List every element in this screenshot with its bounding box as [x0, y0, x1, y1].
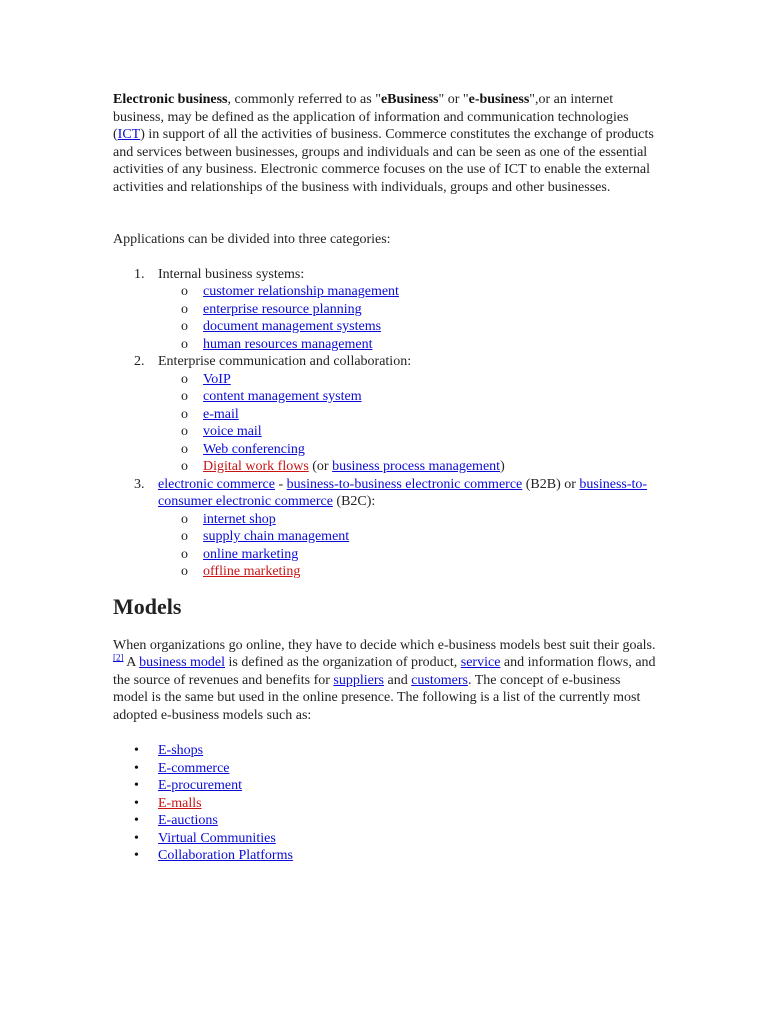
category-enterprise-communication: Enterprise communication and collaboration: o VoIP o content management system o e-mail o voice mail o Web conferencing o Digital work flows (or business process management) [158, 353, 658, 476]
virtual-communities-link[interactable]: Virtual Communities [158, 830, 276, 846]
list-item [158, 847, 658, 865]
category-electronic-commerce: electronic commerce - business-to-business electronic commerce (B2B) or business-to-consumer electronic commerce (B2C): o internet shop o supply chain management o online marketing o offline marketing [158, 476, 658, 581]
e-commerce-link[interactable]: E-commerce [158, 760, 230, 776]
e-shops-link[interactable]: E-shops [158, 743, 204, 758]
ict-link[interactable]: ICT [117, 127, 141, 142]
document-management-link[interactable]: document management systems [203, 319, 382, 334]
reference-link[interactable]: [2] [113, 652, 124, 663]
list-item [158, 830, 658, 848]
crm-link[interactable]: customer relationship management [203, 284, 399, 299]
suppliers-link[interactable]: suppliers [333, 672, 384, 688]
web-conferencing-link[interactable]: Web conferencing [203, 441, 305, 457]
internet-shop-link[interactable]: internet shop [203, 511, 276, 527]
supply-chain-link[interactable]: supply chain management [203, 529, 350, 544]
bpm-link[interactable]: business process management [332, 459, 501, 474]
online-marketing-link[interactable]: online marketing [203, 546, 299, 562]
service-link[interactable]: service [460, 655, 501, 670]
list-item [203, 371, 658, 389]
list-item: o Digital work flows (or business process management) [203, 458, 658, 476]
cms-link[interactable]: content management system [203, 389, 362, 404]
list-item [203, 318, 658, 336]
list-item [203, 528, 658, 546]
term-electronic-business: Electronic business [113, 92, 228, 107]
e-auctions-link[interactable]: E-auctions [158, 813, 218, 828]
list-item [203, 406, 658, 424]
list-item [158, 777, 658, 795]
internal-systems-sublist [158, 283, 658, 353]
list-item [158, 812, 658, 830]
collaboration-platforms-link[interactable]: Collaboration Platforms [158, 848, 293, 863]
digital-work-flows-link[interactable]: Digital work flows [203, 459, 309, 474]
list-item [203, 283, 658, 301]
b2c-link[interactable]: business-to-consumer electronic commerce [158, 476, 648, 509]
intro-paragraph: Electronic business, commonly referred to as "eBusiness" or "e-business",or an internet business, may be defined as the application of information and communication technologies (ICT) in support of all the activities of business. Commerce constitutes the exchange of products and services between businesses, groups and individuals and can be seen as one of the essential activities of any business. Electronic commerce focuses on the use of ICT to enable the external activities and relationships of the business with individuals, groups and other businesses. [113, 92, 654, 195]
list-item [203, 423, 658, 441]
list-item [158, 760, 658, 778]
applications-list [113, 266, 658, 581]
ecommerce-sublist [158, 511, 658, 581]
business-model-link[interactable]: business model [139, 655, 226, 670]
list-item [203, 301, 658, 319]
list-item [203, 336, 658, 354]
b2b-link[interactable]: business-to-business electronic commerce [286, 476, 523, 492]
communication-sublist [158, 371, 658, 476]
models-heading: Models [113, 593, 182, 619]
erp-link[interactable]: enterprise resource planning [203, 301, 362, 317]
list-item [203, 441, 658, 459]
list-item [158, 742, 658, 760]
e-malls-link[interactable]: E-malls [158, 795, 202, 811]
voice-mail-link[interactable]: voice mail [203, 424, 262, 439]
list-item [203, 511, 658, 529]
term-e-business: e-business [468, 92, 530, 107]
voip-link[interactable]: VoIP [203, 371, 231, 387]
list-item [203, 546, 658, 564]
term-ebusiness: eBusiness [380, 92, 439, 107]
hr-management-link[interactable]: human resources management [203, 336, 373, 352]
models-list [113, 742, 658, 865]
list-item [203, 388, 658, 406]
models-paragraph: When organizations go online, they have to decide which e-business models best suit their goals.[2] A business model is defined as the organization of product, service and information flows, and the source of revenues and benefits for suppliers and customers. The concept of e-business model is the same but used in the online presence. The following is a list of the currently most adopted e-business models such as: [113, 637, 656, 723]
list-item [158, 795, 658, 813]
email-link[interactable]: e-mail [203, 406, 239, 422]
list-item [203, 563, 658, 581]
customers-link[interactable]: customers [411, 672, 468, 688]
article-body [113, 91, 658, 865]
offline-marketing-link[interactable]: offline marketing [203, 564, 301, 579]
applications-lead: Applications can be divided into three categories: [113, 232, 391, 247]
electronic-commerce-link[interactable]: electronic commerce [158, 476, 275, 492]
e-procurement-link[interactable]: E-procurement [158, 778, 242, 793]
category-internal-business-systems: Internal business systems: o customer relationship management o enterprise resource planning o document management systems o human resources management [158, 266, 658, 354]
